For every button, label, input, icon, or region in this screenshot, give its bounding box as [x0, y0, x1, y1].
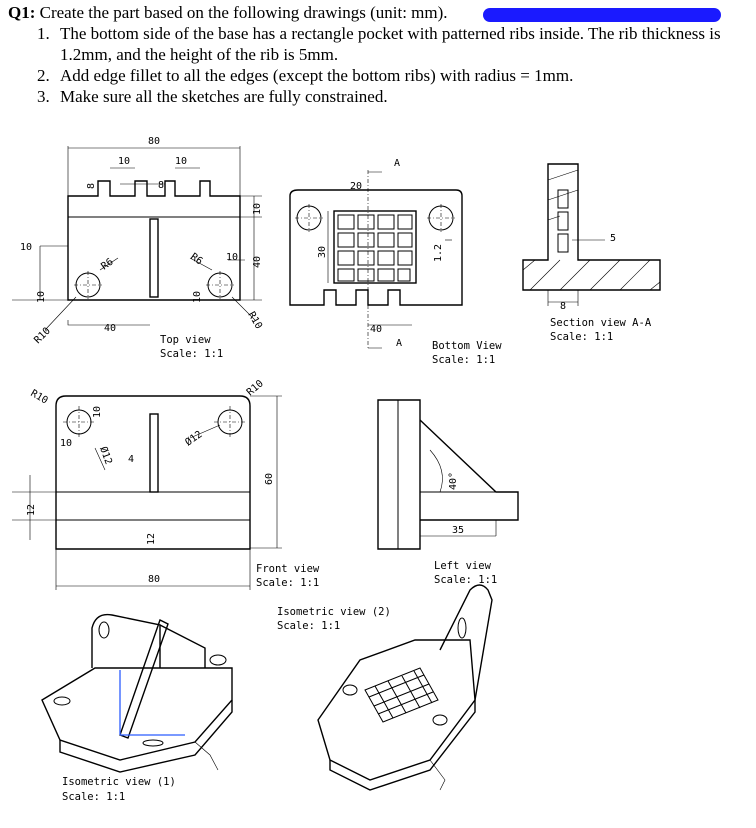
- section-view-label: Section view A-A: [550, 317, 652, 329]
- dim-12-front: 12: [146, 532, 157, 545]
- dim-40-vert: 40: [252, 255, 263, 268]
- dim-30-bottom: 30: [317, 245, 328, 258]
- dim-r6-right: R6: [188, 251, 205, 268]
- dim-80-front: 80: [148, 574, 161, 585]
- dim-r6-left: R6: [99, 256, 116, 273]
- dim-40deg-left: 40°: [448, 471, 459, 490]
- bottom-view-label: Bottom View: [432, 340, 502, 352]
- top-view-label: Top view: [160, 334, 211, 346]
- iso2-label: Isometric view (2): [277, 606, 391, 618]
- dim-phi12-front: Ø12: [97, 445, 114, 466]
- bottom-view-scale: Scale: 1:1: [432, 354, 496, 366]
- section-view-scale: Scale: 1:1: [550, 331, 614, 343]
- dim-r10-top: R10: [32, 325, 53, 347]
- iso1-scale: Scale: 1:1: [62, 791, 126, 803]
- dim-10-left: 10: [20, 242, 33, 253]
- dim-10-left-b: 10: [36, 290, 47, 303]
- dim-r10-top-right: R10: [245, 310, 264, 332]
- dim-10-bottom: 10: [192, 290, 203, 303]
- dim-12-front-b: 12: [26, 503, 37, 516]
- dim-40-top: 40: [104, 323, 117, 334]
- section-view: [523, 164, 660, 306]
- dim-20-bottom: 20: [350, 181, 363, 192]
- dim-phi12-front-b: Ø12: [183, 429, 205, 449]
- dim-5-section: 5: [610, 233, 617, 244]
- dim-10-front: 10: [92, 405, 103, 418]
- front-view: [12, 396, 282, 590]
- question-title: Q1: Create the part based on the following drawings (unit: mm).: [8, 3, 448, 22]
- dim-4-front: 4: [128, 454, 135, 465]
- section-cut-a-top: A: [394, 158, 401, 169]
- section-cut-a-bottom: A: [396, 338, 403, 349]
- iso2-scale: Scale: 1:1: [277, 620, 341, 632]
- dim-r10-front-right: R10: [244, 378, 266, 399]
- iso1-label: Isometric view (1): [62, 776, 176, 788]
- top-view-scale: Scale: 1:1: [160, 348, 224, 360]
- dim-10-slot1: 10: [118, 156, 131, 167]
- requirement-item: 2. Add edge fillet to all the edges (except the bottom ribs) with radius = 1mm.: [54, 65, 748, 86]
- dim-40-bottom: 40: [370, 324, 383, 335]
- dim-r10-front-left: R10: [28, 388, 50, 407]
- dim-35-left: 35: [452, 525, 465, 536]
- front-view-label: Front view: [256, 563, 320, 575]
- dim-1-2-bottom: 1.2: [433, 243, 444, 262]
- left-view-label: Left view: [434, 560, 491, 572]
- dim-8-a: 8: [86, 182, 97, 189]
- dim-10-slot2: 10: [175, 156, 188, 167]
- dim-10-front-b: 10: [60, 438, 73, 449]
- top-view: [12, 146, 262, 330]
- front-view-scale: Scale: 1:1: [256, 577, 320, 589]
- left-view-scale: Scale: 1:1: [434, 574, 498, 586]
- dim-8-b: 8: [158, 180, 165, 191]
- dim-8-section: 8: [560, 301, 567, 312]
- requirement-item: 1. The bottom side of the base has a rectangle pocket with patterned ribs inside. The rib thickness is 1.2mm, and the height of the rib is 5mm.: [54, 23, 748, 65]
- dim-60-front: 60: [264, 472, 275, 485]
- dim-80-top: 80: [148, 136, 161, 147]
- requirement-item: 3. Make sure all the sketches are fully constrained.: [54, 86, 748, 107]
- dim-10-right: 10: [226, 252, 239, 263]
- dim-10-vert: 10: [252, 202, 263, 215]
- isometric-view-1: [42, 615, 232, 772]
